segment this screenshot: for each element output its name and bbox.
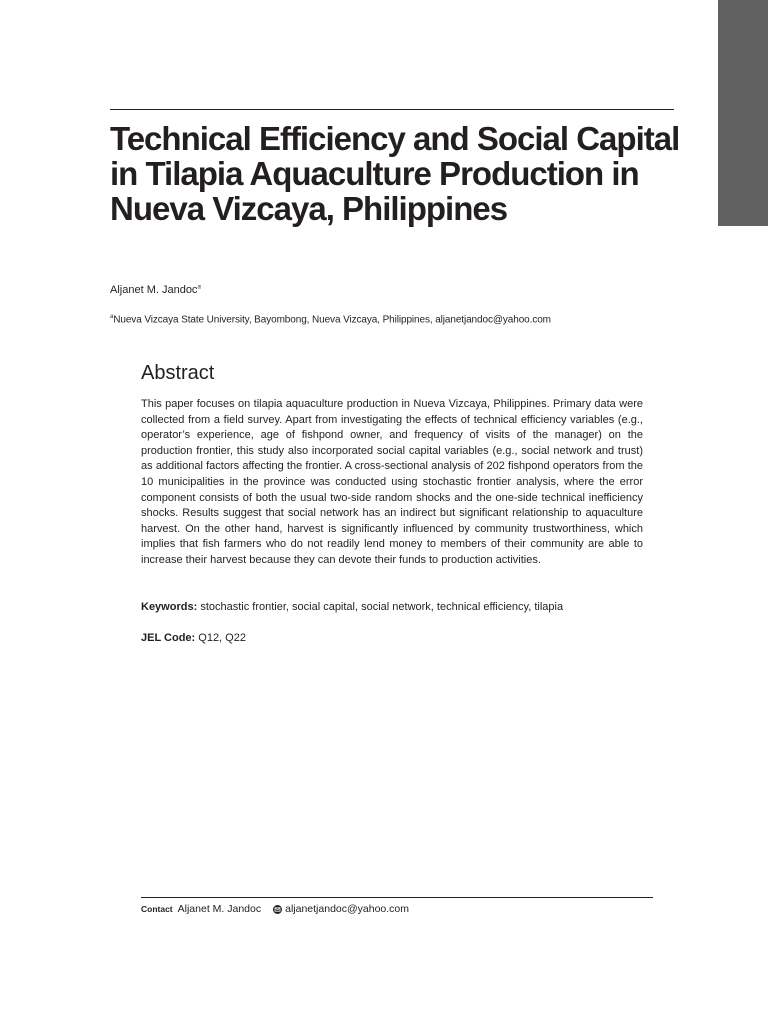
jel-code-text: Q12, Q22 [198, 632, 246, 644]
jel-code-line [141, 632, 246, 644]
abstract-heading: Abstract [141, 362, 215, 384]
email-icon [273, 905, 282, 914]
top-rule [110, 109, 674, 110]
jel-code-label: JEL Code: [141, 632, 196, 644]
contact-email[interactable]: aljanetjandoc@yahoo.com [285, 903, 410, 915]
keywords-line [141, 601, 651, 613]
contact-label: Contact [141, 904, 173, 914]
contact-name: Aljanet M. Jandoc [177, 903, 262, 915]
affiliation-line [110, 314, 551, 325]
footer-rule [141, 897, 653, 898]
author-name: Aljanet M. Jandoc [110, 284, 198, 296]
abstract-body: This paper focuses on tilapia aquaculture production in Nueva Vizcaya, Philippines. Primary data were collected from a field survey. Apart from investigating the effects of technical efficiency variables (e.g., operator’s experience, age of fishpond owner, and frequency of visits of the manager) on the production frontier, this study also incorporated social capital variables (e.g., social network and trust) as additional factors affecting the frontier. A cross-sectional analysis of 202 fishpond operators from the 10 municipalities in the province was conducted using stochastic frontier analysis, where the error component consists of both the usual two-side random shocks and the one-side technical inefficiency shocks. Results suggest that social network has an indirect but significant relationship to aquaculture harvest. On the other hand, harvest is significantly influenced by community trustworthiness, which implies that fish farmers who do not readily lend money to members of their community are able to increase their harvest because they can devote their funds to production activities. [141, 398, 643, 566]
keywords-text: stochastic frontier, social capital, social network, technical efficiency, tilapia [200, 601, 564, 613]
affiliation-text: Nueva Vizcaya State University, Bayombong, Nueva Vizcaya, Philippines, aljanetjandoc@yahoo.com [113, 314, 551, 326]
author-line [110, 284, 201, 296]
contact-line [141, 903, 409, 915]
keywords-label: Keywords: [141, 601, 198, 613]
paper-title: Technical Efficiency and Social Capital in Tilapia Aquaculture Production in Nueva Vizcaya, Philippines [110, 120, 680, 227]
affiliation-mark: a [110, 314, 114, 320]
side-tab [718, 0, 768, 226]
author-affiliation-mark: a [197, 284, 201, 291]
